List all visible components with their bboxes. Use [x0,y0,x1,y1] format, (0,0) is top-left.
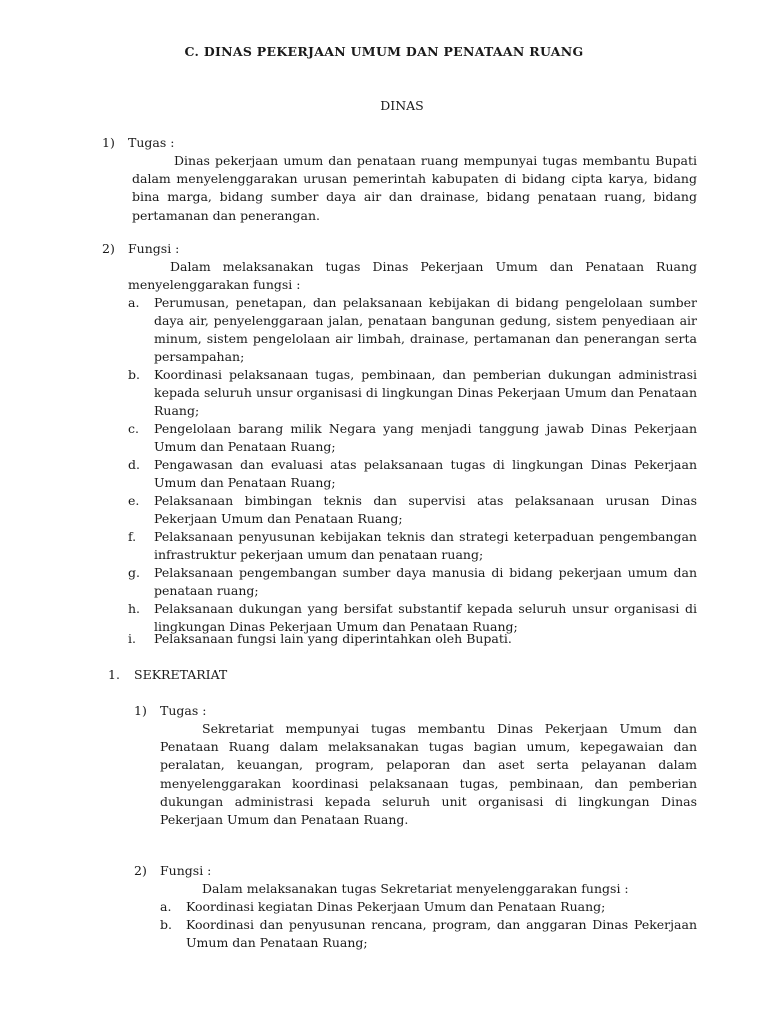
list-item-label: b. [128,367,140,382]
sekretariat-tugas-text: Sekretariat mempunyai tugas membantu Dinas Pekerjaan Umum dan Penataan Ruang dalam melaksanakan tugas bagian umum, kepegawaian dan peralatan, keuangan, program, pelaporan dan aset serta pelayanan dalam menyelenggarakan koordinasi pelaksanaan tugas, pembinaan, dan pemberian dukungan administrasi kepada seluruh unit organisasi di lingkungan Dinas Pekerjaan Umum dan Penataan Ruang. [160,721,697,828]
list-item-text: Pelaksanaan fungsi lain yang diperintahkan oleh Bupati. [154,631,512,646]
sekretariat-fungsi-label: Fungsi : [160,863,212,878]
list-item [160,916,697,952]
list-item-text: Pengelolaan barang milik Negara yang menjadi tanggung jawab Dinas Pekerjaan Umum dan Penataan Ruang; [154,421,697,454]
fungsi-label: Fungsi : [128,241,180,256]
list-item [128,294,697,366]
list-item-label: d. [128,457,140,472]
list-item [128,456,697,492]
list-item [160,898,697,916]
list-item-text: Pelaksanaan bimbingan teknis dan supervisi atas pelaksanaan urusan Dinas Pekerjaan Umum dan Penataan Ruang; [154,493,697,526]
list-item-label: c. [128,421,139,436]
sekretariat-tugas-label: Tugas : [160,703,207,718]
list-item-text: Pengawasan dan evaluasi atas pelaksanaan tugas di lingkungan Dinas Pekerjaan Umum dan Penataan Ruang; [154,457,697,490]
fungsi-number: 2) [102,241,115,256]
sekretariat-fungsi-intro-paragraph [160,880,697,898]
list-item-label: f. [128,529,137,544]
list-item-text: Koordinasi dan penyusunan rencana, program, dan anggaran Dinas Pekerjaan Umum dan Penataan Ruang; [186,917,697,950]
list-item [128,630,697,648]
list-item-text: Pelaksanaan pengembangan sumber daya manusia di bidang pekerjaan umum dan penataan ruang; [154,565,697,598]
tugas-number: 1) [102,135,115,150]
list-item-label: a. [160,899,172,914]
sekretariat-heading: SEKRETARIAT [134,667,228,682]
tugas-text: Dinas pekerjaan umum dan penataan ruang mempunyai tugas membantu Bupati dalam menyelenggarakan urusan pemerintah kabupaten di bidang cipta karya, bidang bina marga, bidang sumber daya air dan drainase, bidang penataan ruang, bidang pertamanan dan penerangan. [132,153,697,223]
list-item [128,366,697,420]
list-item-label: a. [128,295,140,310]
list-item [128,492,697,528]
list-item [128,528,697,564]
sekretariat-number: 1. [108,667,120,682]
sekretariat-fungsi-intro: Dalam melaksanakan tugas Sekretariat menyelenggarakan fungsi : [202,881,629,896]
fungsi-intro-paragraph [128,258,697,294]
list-item-label: g. [128,565,140,580]
sekretariat-tugas-paragraph [160,720,697,829]
list-item-text: Pelaksanaan dukungan yang bersifat substantif kepada seluruh unsur organisasi di lingkungan Dinas Pekerjaan Umum dan Penataan Ruang; [154,601,697,634]
tugas-label: Tugas : [128,135,175,150]
list-item-text: Koordinasi pelaksanaan tugas, pembinaan, dan pemberian dukungan administrasi kepada seluruh unsur organisasi di lingkungan Dinas Pekerjaan Umum dan Penataan Ruang; [154,367,697,418]
list-item-text: Koordinasi kegiatan Dinas Pekerjaan Umum dan Penataan Ruang; [186,899,606,914]
tugas-paragraph [132,152,697,225]
sekretariat-fungsi-number: 2) [134,863,147,878]
list-item-label: b. [160,917,172,932]
list-item-label: e. [128,493,140,508]
list-item [128,420,697,456]
fungsi-intro: Dalam melaksanakan tugas Dinas Pekerjaan Umum dan Penataan Ruang menyelenggarakan fungsi : [128,259,697,293]
document-title: C. DINAS PEKERJAAN UMUM DAN PENATAAN RUANG [184,44,584,59]
list-item-label: h. [128,601,141,616]
list-item-text: Perumusan, penetapan, dan pelaksanaan kebijakan di bidang pengelolaan sumber daya air, penyelenggaraan jalan, penataan bangunan gedung, sistem penyediaan air minum, sistem pengelolaan air limbah, drainase, pertamanan dan penerangan serta persampahan; [154,295,697,364]
list-item [128,564,697,600]
sekretariat-tugas-number: 1) [134,703,147,718]
list-item-text: Pelaksanaan penyusunan kebijakan teknis dan strategi keterpaduan pengembangan infrastruktur pekerjaan umum dan penataan ruang; [154,529,697,562]
section-heading-dinas: DINAS [380,98,424,113]
list-item-label: i. [128,631,136,646]
